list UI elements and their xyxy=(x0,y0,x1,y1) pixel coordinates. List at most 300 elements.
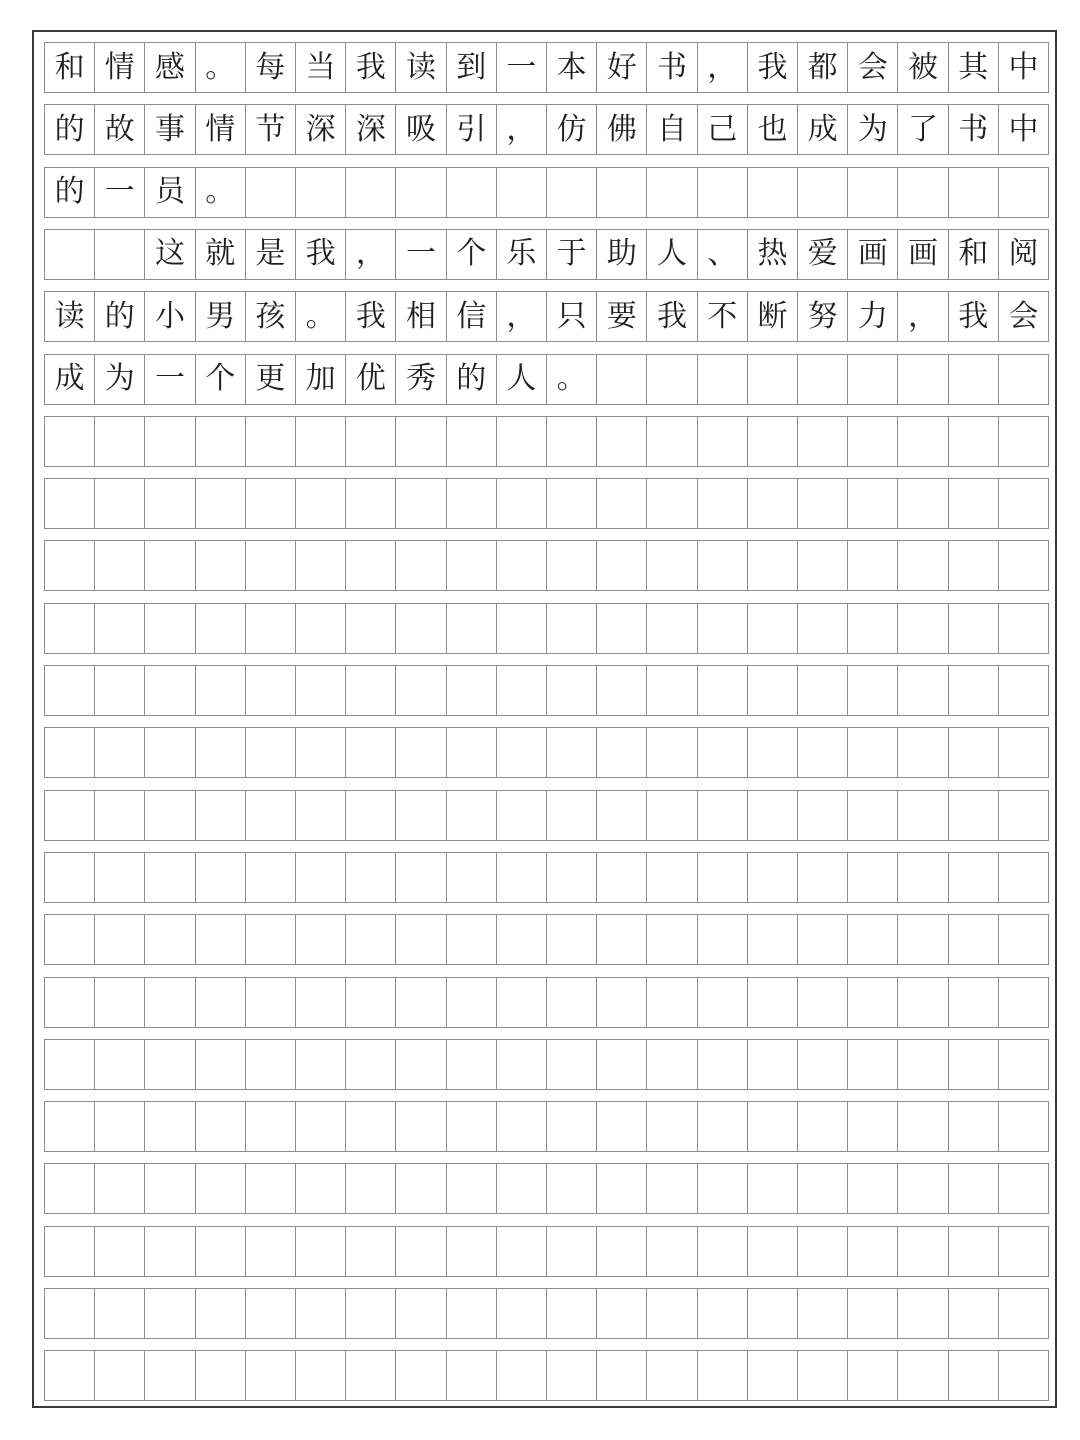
grid-cell: 个 xyxy=(447,230,497,279)
grid-cell xyxy=(246,915,296,964)
grid-cell xyxy=(898,541,948,590)
grid-cell xyxy=(95,541,145,590)
grid-cell xyxy=(898,1040,948,1089)
grid-cell: 画 xyxy=(898,230,948,279)
grid-row xyxy=(44,1288,1049,1339)
grid-cell xyxy=(698,479,748,528)
grid-cell xyxy=(547,791,597,840)
grid-cell: 我 xyxy=(346,43,396,92)
grid-cell: 一 xyxy=(497,43,547,92)
grid-cell xyxy=(848,1289,898,1338)
grid-cell xyxy=(698,915,748,964)
grid-cell xyxy=(346,541,396,590)
grid-cell: 一 xyxy=(145,355,195,404)
grid-cell xyxy=(145,479,195,528)
grid-cell: 情 xyxy=(196,105,246,154)
grid-cell xyxy=(246,853,296,902)
grid-cell xyxy=(346,1102,396,1151)
grid-cell xyxy=(547,1227,597,1276)
grid-cell: 节 xyxy=(246,105,296,154)
grid-cell xyxy=(396,728,446,777)
grid-cell: 的 xyxy=(95,292,145,341)
grid-cell xyxy=(798,791,848,840)
grid-row xyxy=(44,1163,1049,1214)
grid-cell xyxy=(798,666,848,715)
grid-cell xyxy=(296,666,346,715)
grid-cell xyxy=(396,604,446,653)
grid-cell xyxy=(698,1164,748,1213)
grid-cell xyxy=(949,355,999,404)
grid-cell xyxy=(296,1164,346,1213)
grid-cell xyxy=(296,915,346,964)
grid-cell xyxy=(647,1227,697,1276)
grid-cell xyxy=(898,1351,948,1400)
grid-cell xyxy=(296,791,346,840)
grid-row xyxy=(44,1039,1049,1090)
grid-cell xyxy=(647,666,697,715)
grid-cell xyxy=(848,1164,898,1213)
grid-cell: 成 xyxy=(798,105,848,154)
grid-cell xyxy=(949,479,999,528)
grid-cell: 引 xyxy=(447,105,497,154)
grid-cell xyxy=(547,666,597,715)
grid-cell xyxy=(949,666,999,715)
grid-cell: 事 xyxy=(145,105,195,154)
grid-cell xyxy=(296,728,346,777)
grid-cell xyxy=(647,168,697,217)
grid-cell xyxy=(547,541,597,590)
grid-cell xyxy=(898,355,948,404)
grid-cell xyxy=(396,541,446,590)
grid-cell xyxy=(798,355,848,404)
grid-cell xyxy=(848,1102,898,1151)
grid-cell xyxy=(698,417,748,466)
grid-cell xyxy=(95,230,145,279)
grid-cell: 爱 xyxy=(798,230,848,279)
grid-cell xyxy=(547,1102,597,1151)
grid-cell: 加 xyxy=(296,355,346,404)
grid-cell: 到 xyxy=(447,43,497,92)
grid-cell xyxy=(898,978,948,1027)
grid-cell xyxy=(346,1289,396,1338)
grid-cell xyxy=(898,915,948,964)
grid-cell xyxy=(748,541,798,590)
grid-cell xyxy=(597,1289,647,1338)
grid-cell xyxy=(848,168,898,217)
grid-cell xyxy=(246,417,296,466)
grid-cell xyxy=(346,417,396,466)
grid-cell: 的 xyxy=(45,168,95,217)
grid-cell xyxy=(45,853,95,902)
grid-cell xyxy=(45,230,95,279)
grid-cell xyxy=(848,1351,898,1400)
grid-cell: 读 xyxy=(45,292,95,341)
grid-cell xyxy=(497,479,547,528)
grid-cell xyxy=(497,604,547,653)
grid-row xyxy=(44,603,1049,654)
grid-cell xyxy=(296,541,346,590)
grid-cell xyxy=(798,604,848,653)
grid-cell xyxy=(246,1102,296,1151)
grid-row xyxy=(44,167,1049,218)
grid-cell xyxy=(196,604,246,653)
grid-cell: 一 xyxy=(95,168,145,217)
grid-cell xyxy=(999,915,1048,964)
grid-cell xyxy=(196,1351,246,1400)
grid-cell xyxy=(45,791,95,840)
grid-cell xyxy=(898,1289,948,1338)
grid-cell xyxy=(45,1102,95,1151)
grid-cell xyxy=(748,355,798,404)
grid-cell: 努 xyxy=(798,292,848,341)
grid-cell xyxy=(246,1164,296,1213)
grid-cell xyxy=(196,728,246,777)
grid-cell: 佛 xyxy=(597,105,647,154)
grid-cell xyxy=(45,1040,95,1089)
grid-cell xyxy=(698,853,748,902)
grid-cell: 本 xyxy=(547,43,597,92)
grid-cell xyxy=(949,791,999,840)
grid-cell xyxy=(396,1289,446,1338)
grid-cell xyxy=(999,666,1048,715)
grid-cell: 乐 xyxy=(497,230,547,279)
grid-cell xyxy=(647,541,697,590)
grid-cell xyxy=(898,1164,948,1213)
grid-cell xyxy=(447,728,497,777)
grid-cell xyxy=(145,1164,195,1213)
grid-cell xyxy=(898,853,948,902)
grid-cell xyxy=(647,978,697,1027)
grid-cell xyxy=(196,853,246,902)
grid-cell xyxy=(396,168,446,217)
grid-cell xyxy=(447,1164,497,1213)
grid-cell xyxy=(95,791,145,840)
grid-cell xyxy=(698,1351,748,1400)
grid-cell xyxy=(647,915,697,964)
grid-cell xyxy=(447,1227,497,1276)
grid-cell xyxy=(497,915,547,964)
grid-cell xyxy=(597,666,647,715)
grid-cell xyxy=(246,666,296,715)
grid-cell xyxy=(748,1040,798,1089)
grid-cell xyxy=(647,1289,697,1338)
grid-cell xyxy=(798,1040,848,1089)
grid-cell xyxy=(396,853,446,902)
grid-cell xyxy=(898,791,948,840)
grid-cell xyxy=(447,791,497,840)
grid-cell: 中 xyxy=(1008,111,1039,147)
grid-cell: 成 xyxy=(45,355,95,404)
grid-cell xyxy=(396,978,446,1027)
grid-cell xyxy=(246,604,296,653)
grid-cell: 人 xyxy=(497,355,547,404)
grid-cell xyxy=(296,479,346,528)
grid-row xyxy=(44,852,1049,903)
grid-cell: 会 xyxy=(848,43,898,92)
grid-cell: 己 xyxy=(698,105,748,154)
grid-cell xyxy=(848,604,898,653)
grid-cell xyxy=(848,666,898,715)
grid-cell: 要 xyxy=(597,292,647,341)
grid-cell xyxy=(597,1227,647,1276)
grid-cell xyxy=(999,1227,1048,1276)
grid-cell: 、 xyxy=(698,230,748,279)
grid-cell xyxy=(949,1289,999,1338)
grid-cell: ， xyxy=(497,105,547,154)
grid-cell xyxy=(898,728,948,777)
grid-cell xyxy=(999,355,1048,404)
grid-cell xyxy=(748,666,798,715)
grid-cell xyxy=(999,604,1048,653)
grid-cell: 我 xyxy=(949,292,999,341)
grid-cell xyxy=(798,417,848,466)
grid-cell xyxy=(145,1227,195,1276)
grid-cell xyxy=(949,1227,999,1276)
grid-cell: 书 xyxy=(647,43,697,92)
grid-cell xyxy=(346,1040,396,1089)
grid-cell xyxy=(145,915,195,964)
grid-cell xyxy=(45,541,95,590)
grid-cell xyxy=(647,1164,697,1213)
grid-cell xyxy=(848,791,898,840)
grid-cell xyxy=(647,355,697,404)
grid-cell: 情 xyxy=(95,43,145,92)
grid-cell xyxy=(999,479,1048,528)
grid-cell xyxy=(296,1289,346,1338)
grid-cell xyxy=(196,1040,246,1089)
grid-cell xyxy=(346,479,396,528)
grid-row xyxy=(44,1226,1049,1277)
grid-cell: 信 xyxy=(447,292,497,341)
grid-cell xyxy=(698,541,748,590)
grid-cell xyxy=(396,1040,446,1089)
grid-cell xyxy=(246,728,296,777)
grid-cell: 感 xyxy=(145,43,195,92)
grid-cell xyxy=(999,728,1048,777)
grid-cell: 男 xyxy=(196,292,246,341)
grid-cell: 我 xyxy=(296,230,346,279)
grid-cell xyxy=(246,541,296,590)
grid-cell xyxy=(798,1164,848,1213)
grid-cell xyxy=(145,1102,195,1151)
grid-cell xyxy=(999,417,1048,466)
grid-cell xyxy=(95,915,145,964)
grid-row xyxy=(44,790,1049,841)
grid-cell xyxy=(999,1040,1048,1089)
grid-cell: 的 xyxy=(45,105,95,154)
grid-cell xyxy=(999,1164,1048,1213)
grid-cell xyxy=(547,1040,597,1089)
grid-cell xyxy=(597,915,647,964)
grid-cell xyxy=(647,728,697,777)
grid-cell xyxy=(196,1289,246,1338)
grid-cell xyxy=(95,1164,145,1213)
grid-cell: 不 xyxy=(698,292,748,341)
grid-cell xyxy=(346,728,396,777)
grid-cell xyxy=(246,791,296,840)
grid-cell xyxy=(346,915,396,964)
grid-cell: 都 xyxy=(798,43,848,92)
grid-cell xyxy=(898,666,948,715)
grid-cell xyxy=(346,1227,396,1276)
grid-cell: ， xyxy=(497,292,547,341)
grid-cell xyxy=(848,417,898,466)
grid-cell xyxy=(597,1164,647,1213)
grid-cell xyxy=(798,728,848,777)
grid-cell xyxy=(698,1289,748,1338)
grid-cell xyxy=(196,978,246,1027)
grid-cell xyxy=(296,168,346,217)
grid-cell xyxy=(748,168,798,217)
grid-cell xyxy=(497,1040,547,1089)
grid-cell: 和 xyxy=(949,230,999,279)
grid-cell xyxy=(497,728,547,777)
grid-cell xyxy=(95,1351,145,1400)
grid-cell: 其 xyxy=(949,43,999,92)
grid-cell xyxy=(196,791,246,840)
grid-cell xyxy=(45,417,95,466)
grid-cell: 是 xyxy=(246,230,296,279)
grid-cell xyxy=(999,853,1048,902)
grid-cell: 被 xyxy=(898,43,948,92)
grid-cell xyxy=(999,1102,1048,1151)
grid-cell xyxy=(748,1351,798,1400)
grid-cell xyxy=(949,728,999,777)
grid-cell xyxy=(145,978,195,1027)
grid-cell xyxy=(45,1351,95,1400)
grid-cell: 好 xyxy=(597,43,647,92)
grid-cell xyxy=(45,915,95,964)
grid-cell xyxy=(497,417,547,466)
grid-cell xyxy=(497,1164,547,1213)
grid-cell: 会 xyxy=(1008,298,1039,334)
grid-cell xyxy=(597,978,647,1027)
grid-cell xyxy=(848,853,898,902)
grid-cell xyxy=(396,417,446,466)
grid-cell: 。 xyxy=(296,292,346,341)
grid-cell xyxy=(145,1351,195,1400)
grid-cell xyxy=(547,728,597,777)
grid-cell xyxy=(698,791,748,840)
grid-cell: 仿 xyxy=(547,105,597,154)
grid-cell xyxy=(999,541,1048,590)
grid-cell xyxy=(949,1102,999,1151)
grid-cell xyxy=(296,417,346,466)
grid-cell: 人 xyxy=(647,230,697,279)
grid-cell: 孩 xyxy=(246,292,296,341)
grid-cell xyxy=(848,1040,898,1089)
grid-cell xyxy=(447,978,497,1027)
grid-cell xyxy=(396,1227,446,1276)
grid-cell xyxy=(95,728,145,777)
grid-cell xyxy=(95,666,145,715)
grid-cell xyxy=(597,728,647,777)
grid-cell xyxy=(196,541,246,590)
grid-row xyxy=(44,42,1049,93)
grid-cell xyxy=(748,915,798,964)
grid-cell xyxy=(698,1040,748,1089)
grid-cell xyxy=(346,791,396,840)
grid-cell xyxy=(447,1040,497,1089)
grid-cell xyxy=(798,479,848,528)
grid-cell xyxy=(748,853,798,902)
grid-cell xyxy=(196,1227,246,1276)
grid-row xyxy=(44,416,1049,467)
grid-cell xyxy=(748,1289,798,1338)
grid-cell: 。 xyxy=(196,43,246,92)
grid-row xyxy=(44,229,1049,280)
grid-cell xyxy=(145,666,195,715)
grid-cell xyxy=(999,978,1048,1027)
grid-cell xyxy=(45,1164,95,1213)
grid-row xyxy=(44,291,1049,342)
grid-cell xyxy=(949,604,999,653)
grid-cell xyxy=(95,1289,145,1338)
grid-cell xyxy=(497,791,547,840)
grid-cell xyxy=(848,1227,898,1276)
grid-cell xyxy=(597,853,647,902)
grid-cell xyxy=(949,417,999,466)
grid-cell: ， xyxy=(898,292,948,341)
grid-cell: 热 xyxy=(748,230,798,279)
grid-cell: 为 xyxy=(95,355,145,404)
grid-cell: 我 xyxy=(748,43,798,92)
grid-cell xyxy=(95,853,145,902)
grid-cell xyxy=(396,1102,446,1151)
grid-cell xyxy=(497,1102,547,1151)
grid-cell xyxy=(798,853,848,902)
grid-cell xyxy=(196,479,246,528)
grid-cell xyxy=(95,1040,145,1089)
grid-cell: 了 xyxy=(898,105,948,154)
grid-cell xyxy=(748,978,798,1027)
grid-cell xyxy=(597,1102,647,1151)
grid-cell xyxy=(949,541,999,590)
grid-cell xyxy=(748,1102,798,1151)
grid-cell xyxy=(597,604,647,653)
grid-cell xyxy=(848,978,898,1027)
grid-cell xyxy=(497,1227,547,1276)
grid-cell: 深 xyxy=(346,105,396,154)
grid-cell xyxy=(949,978,999,1027)
grid-cell xyxy=(447,853,497,902)
grid-row xyxy=(44,914,1049,965)
grid-cell xyxy=(45,978,95,1027)
grid-cell: 阅 xyxy=(1008,236,1039,272)
grid-cell: 只 xyxy=(547,292,597,341)
grid-cell xyxy=(497,853,547,902)
grid-cell xyxy=(798,915,848,964)
grid-cell xyxy=(848,728,898,777)
grid-cell xyxy=(748,479,798,528)
grid-cell xyxy=(698,604,748,653)
grid-cell xyxy=(597,1351,647,1400)
grid-row xyxy=(44,665,1049,716)
grid-cell: 画 xyxy=(848,230,898,279)
grid-cell xyxy=(798,978,848,1027)
grid-cell: 力 xyxy=(848,292,898,341)
grid-cell xyxy=(999,791,1048,840)
grid-cell xyxy=(447,479,497,528)
grid-cell: 当 xyxy=(296,43,346,92)
grid-cell xyxy=(145,541,195,590)
grid-cell: 读 xyxy=(396,43,446,92)
grid-cell xyxy=(447,168,497,217)
grid-cell xyxy=(647,1040,697,1089)
grid-cell xyxy=(45,728,95,777)
grid-cell xyxy=(547,479,597,528)
grid-cell xyxy=(196,666,246,715)
